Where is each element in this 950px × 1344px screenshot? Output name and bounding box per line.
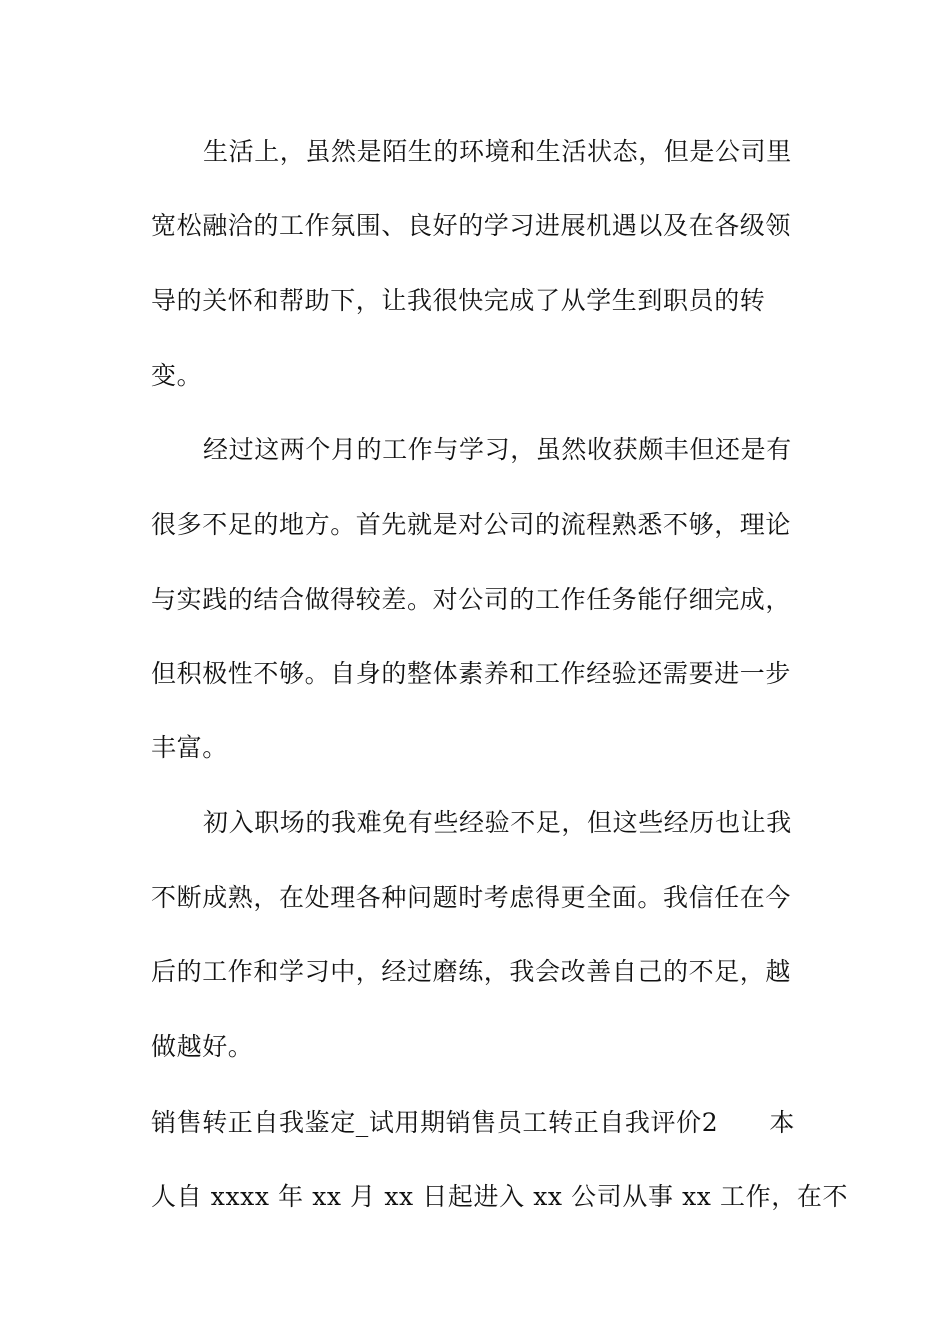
- paragraph-3-line-2: 不断成熟，在处理各种问题时考虑得更全面。我信任在今: [151, 883, 792, 912]
- paragraph-3-line-3: 后的工作和学习中，经过磨练，我会改善自己的不足，越: [151, 957, 792, 986]
- section-heading-line: 销售转正自我鉴定_试用期销售员工转正自我评价2 本: [151, 1108, 796, 1137]
- paragraph-2-line-5: 丰富。: [151, 733, 228, 762]
- paragraph-1-line-4: 变。: [151, 361, 203, 390]
- paragraph-4-line-1: 人自 xxxx 年 xx 月 xx 日起进入 xx 公司从事 xx 工作，在不: [151, 1182, 849, 1211]
- paragraph-2-line-3: 与实践的结合做得较差。对公司的工作任务能仔细完成，: [151, 585, 792, 614]
- paragraph-2-line-1: 经过这两个月的工作与学习，虽然收获颇丰但还是有: [203, 435, 792, 464]
- paragraph-3-line-1: 初入职场的我难免有些经验不足，但这些经历也让我: [203, 808, 792, 837]
- paragraph-2-line-2: 很多不足的地方。首先就是对公司的流程熟悉不够，理论: [151, 510, 792, 539]
- paragraph-2-line-4: 但积极性不够。自身的整体素养和工作经验还需要进一步: [151, 659, 792, 688]
- paragraph-1-line-2: 宽松融洽的工作氛围、良好的学习进展机遇以及在各级领: [151, 211, 792, 240]
- paragraph-1-line-3: 导的关怀和帮助下，让我很快完成了从学生到职员的转: [151, 286, 766, 315]
- paragraph-3-line-4: 做越好。: [151, 1032, 254, 1061]
- paragraph-1-line-1: 生活上，虽然是陌生的环境和生活状态，但是公司里: [203, 137, 792, 166]
